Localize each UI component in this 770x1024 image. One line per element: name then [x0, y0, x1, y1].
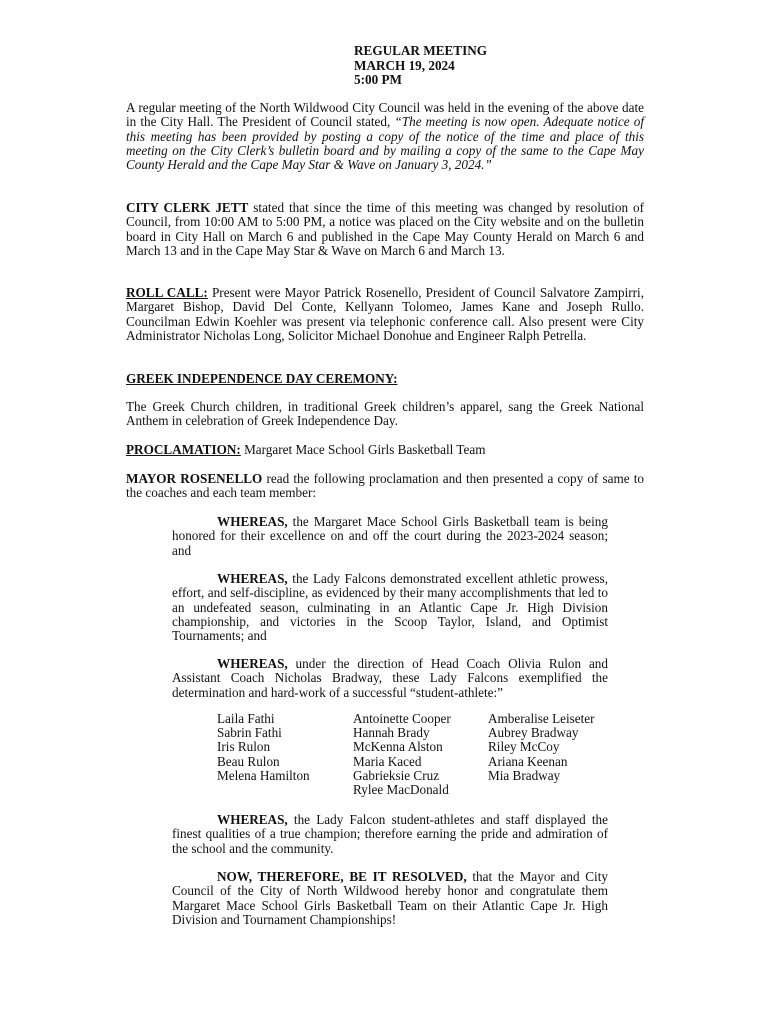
roster-column-3 — [488, 712, 595, 783]
mayor-text: read the following proclamation and then presented a copy of same to the coaches and each team member: — [126, 471, 644, 501]
clerk-text: stated that since the time of this meeting was changed by resolution of Council, from 10:00 AM to 5:00 PM, a notice was placed on the City website and on the bulletin board in City Hall on March 6 and published in the Cape May County Herald on March 6 and March 13 and in the Cape May Star & Wave on March 6 and March 13. — [126, 200, 644, 258]
clerk-lead: CITY CLERK JETT — [126, 200, 249, 215]
whereas-paragraph-2 — [172, 572, 608, 643]
roster-name: Gabrieksie Cruz — [353, 767, 440, 783]
roster-name: Melena Hamilton — [217, 767, 310, 783]
clerk-paragraph — [126, 201, 644, 258]
greek-text: The Greek Church children, in traditional Greek children’s apparel, sang the Greek National Anthem in celebration of Greek Independence Day. — [126, 399, 644, 429]
resolved-text: that the Mayor and City Council of the City of North Wildwood hereby honor and congratulate them Margaret Mace School Girls Basketball Team on their Atlantic Cape Jr. High Division and Tournament Championships! — [172, 869, 608, 927]
roll-call-lead: ROLL CALL: — [126, 285, 208, 300]
proclamation-lead: PROCLAMATION: — [126, 442, 241, 457]
roster-name: Rylee MacDonald — [353, 782, 449, 798]
whereas-text: the Lady Falcon student-athletes and staff displayed the finest qualities of a true champion; therefore earning the pride and admiration of the school and the community. — [172, 812, 608, 856]
whereas-paragraph-1 — [172, 515, 608, 558]
roster-name: Mia Bradway — [488, 767, 561, 783]
whereas-text: the Margaret Mace School Girls Basketball team is being honored for their excellence on and off the court during the 2023-2024 season; and — [172, 514, 608, 558]
whereas-lead: WHEREAS, — [217, 656, 288, 671]
meeting-title: REGULAR MEETING — [354, 43, 487, 58]
roster-name: Hannah Brady — [353, 725, 430, 741]
roster-name: Iris Rulon — [217, 739, 271, 755]
greek-heading-text: GREEK INDEPENDENCE DAY CEREMONY: — [126, 371, 398, 386]
meeting-time: 5:00 PM — [354, 72, 402, 87]
greek-paragraph — [126, 400, 644, 429]
roster-name: Aubrey Bradway — [488, 725, 579, 741]
roster-name: Riley McCoy — [488, 739, 560, 755]
roll-call-paragraph — [126, 286, 644, 343]
mayor-paragraph — [126, 472, 644, 501]
meeting-date: MARCH 19, 2024 — [354, 57, 455, 73]
proclamation-text: Margaret Mace School Girls Basketball Team — [240, 442, 486, 457]
intro-quote: “The meeting is now open. Adequate notice of this meeting has been provided by posting a copy of the notice of the time and place of this meeting on the City Clerk’s bulletin board and by mailing a copy of the same to the Cape May County Herald and the Cape May Star & Wave on January 3, 2024.” — [126, 114, 644, 173]
roster-name: Ariana Keenan — [488, 753, 568, 769]
roster-name: Laila Fathi — [217, 711, 275, 726]
whereas-text: under the direction of Head Coach Olivia Rulon and Assistant Coach Nicholas Bradway, these Lady Falcons exemplified the determination and hard-work of a successful “student-athlete:” — [172, 656, 608, 700]
intro-paragraph — [126, 101, 644, 172]
resolved-lead: NOW, THEREFORE, BE IT RESOLVED, — [217, 869, 467, 884]
proclamation-paragraph — [126, 443, 644, 457]
roster-name: McKenna Alston — [353, 739, 443, 755]
greek-heading — [126, 372, 644, 386]
whereas-text: the Lady Falcons demonstrated excellent athletic prowess, effort, and self-discipline, as evidenced by their many accomplishments that led to an undefeated season, culminating in an Atlantic Cape Jr. High Division championship, and victories in the Scoop Taylor, Island, and Optimist Tournaments; and — [172, 571, 608, 644]
resolved-paragraph — [172, 870, 608, 927]
roster-name: Sabrin Fathi — [217, 725, 282, 741]
whereas-lead: WHEREAS, — [217, 514, 288, 529]
meeting-header — [354, 44, 487, 88]
mayor-lead: MAYOR ROSENELLO — [126, 471, 263, 486]
roster-column-2 — [353, 712, 451, 797]
whereas-lead: WHEREAS, — [217, 812, 288, 827]
whereas-lead: WHEREAS, — [217, 571, 288, 586]
roll-call-text: Present were Mayor Patrick Rosenello, President of Council Salvatore Zampirri, Margaret Bishop, David Del Conte, Kellyann Tolomeo, James Kane and Joseph Rullo. Councilman Edwin Koehler was present via telephonic conference call. Also present were City Administrator Nicholas Long, Solicitor Michael Donohue and Engineer Ralph Petrella. — [126, 285, 644, 343]
whereas-paragraph-3 — [172, 657, 608, 700]
roster-name: Antoinette Cooper — [353, 711, 451, 726]
whereas-paragraph-4 — [172, 813, 608, 856]
roster-name: Beau Rulon — [217, 753, 280, 769]
intro-text: A regular meeting of the North Wildwood City Council was held in the evening of the above date in the City Hall. The President of Council stated, — [126, 100, 644, 130]
roster-column-1 — [217, 712, 310, 783]
roster-name: Maria Kaced — [353, 753, 422, 769]
roster-name: Amberalise Leiseter — [488, 711, 595, 726]
